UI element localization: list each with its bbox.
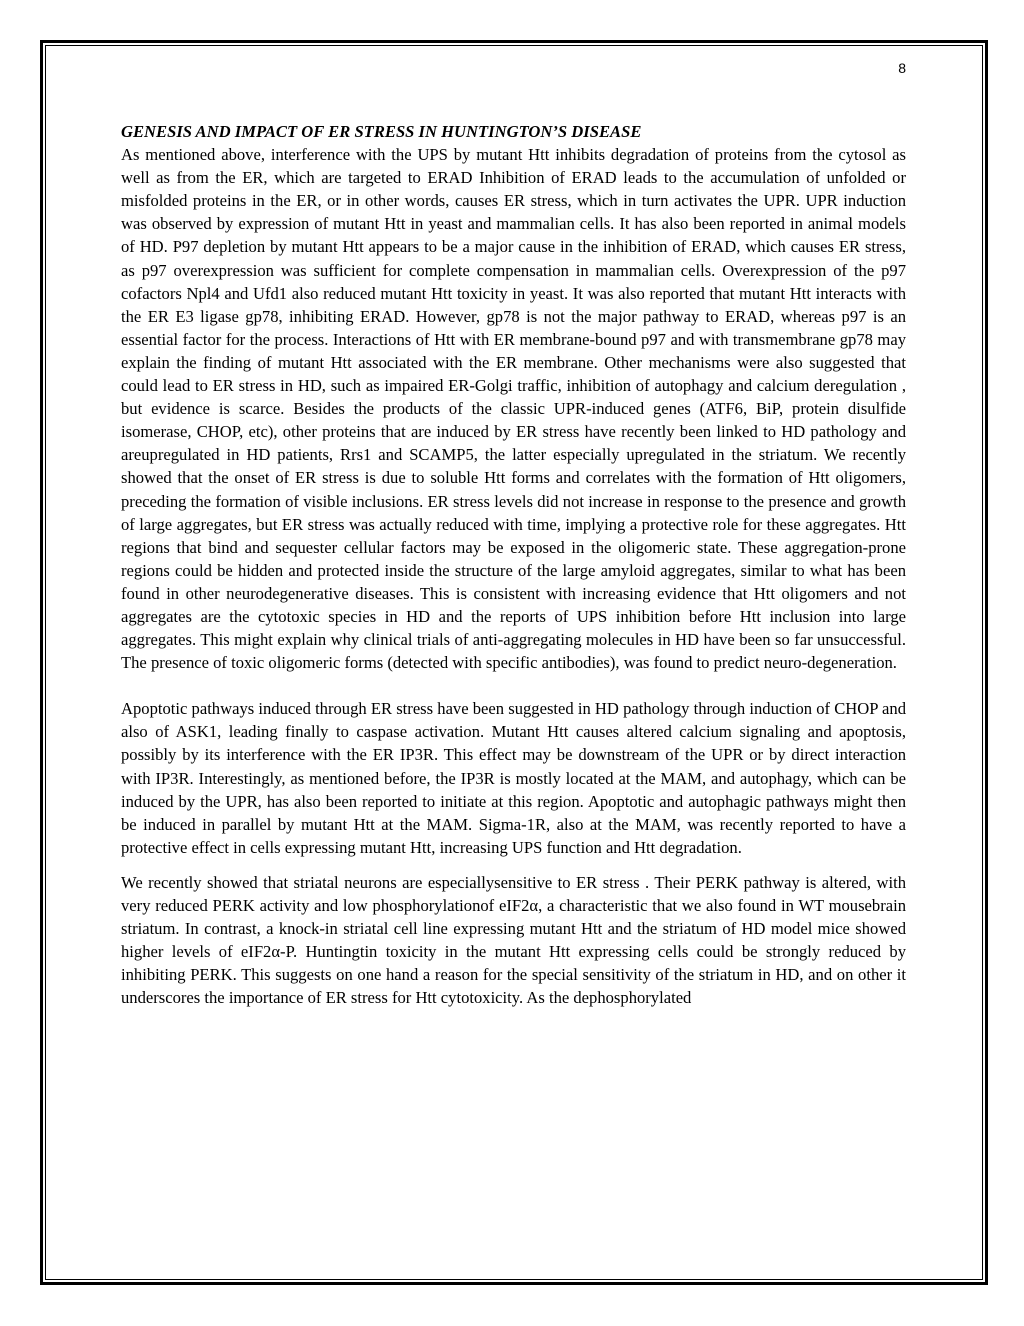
- section-heading: GENESIS AND IMPACT OF ER STRESS IN HUNTINGTON’S DISEASE: [121, 122, 642, 141]
- page-number: 8: [898, 60, 906, 76]
- paragraph-3: We recently showed that striatal neurons are especiallysensitive to ER stress . Their PERK pathway is altered, with very reduced PERK activity and low phosphorylationof eIF2α, a characteristic that we also found in WT mousebrain striatum. In contrast, a knock-in striatal cell line expressing mutant Htt and the striatum of HD model mice showed higher levels of eIF2α-P. Huntingtin toxicity in the mutant Htt expressing cells could be strongly reduced by inhibiting PERK. This suggests on one hand a reason for the special sensitivity of the striatum in HD, and on other it underscores the importance of ER stress for Htt cytotoxicity. As the dephosphorylated: [121, 872, 906, 1008]
- paragraph-1: As mentioned above, interference with the UPS by mutant Htt inhibits degradation of proteins from the cytosol as well as from the ER, which are targeted to ERAD Inhibition of ERAD leads to the accumulation of unfolded or misfolded proteins in the ER, or in other words, causes ER stress, which in turn activates the UPR. UPR induction was observed by expression of mutant Htt in yeast and mammalian cells. It has also been reported in animal models of HD. P97 depletion by mutant Htt appears to be a major cause in the inhibition of ERAD, which causes ER stress, as p97 overexpression was sufficient for complete compensation in mammalian cells. Overexpression of the p97 cofactors Npl4 and Ufd1 also reduced mutant Htt toxicity in yeast. It was also reported that mutant Htt interacts with the ER E3 ligase gp78, inhibiting ERAD. However, gp78 is not the major pathway to ERAD, whereas p97 is an essential factor for the process. Interactions of Htt with ER membrane-bound p97 and with transmembrane gp78 may explain the finding of mutant Htt associated with the ER membrane. Other mechanisms were also suggested that could lead to ER stress in HD, such as impaired ER-Golgi traffic, inhibition of autophagy and calcium deregulation , but evidence is scarce. Besides the products of the classic UPR-induced genes (ATF6, BiP, protein disulfide isomerase, CHOP, etc), other proteins that are induced by ER stress have recently been linked to HD pathology and areupregulated in HD patients, Rrs1 and SCAMP5, the latter especially upregulated in the striatum. We recently showed that the onset of ER stress is due to soluble Htt forms and correlates with the formation of Htt oligomers, preceding the formation of visible inclusions. ER stress levels did not increase in response to the presence and growth of large aggregates, but ER stress was actually reduced with time, implying a protective role for these aggregates. Htt regions that bind and sequester cellular factors may be exposed in the oligomeric state. These aggregation-prone regions could be hidden and protected inside the structure of the large amyloid aggregates, similar to what has been found in other neurodegenerative diseases. This is consistent with increasing evidence that Htt oligomers and not aggregates are the cytotoxic species in HD and the reports of UPS inhibition before Htt inclusion into large aggregates. This might explain why clinical trials of anti-aggregating molecules in HD have been so far unsuccessful. The presence of toxic oligomeric forms (detected with specific antibodies), was found to predict neuro-degeneration.: [121, 145, 906, 673]
- paragraph-2: Apoptotic pathways induced through ER stress have been suggested in HD pathology through induction of CHOP and also of ASK1, leading finally to caspase activation. Mutant Htt causes altered calcium signaling and apoptosis, possibly by its interference with the ER IP3R. This effect may be downstream of the UPR or by direct interaction with IP3R. Interestingly, as mentioned before, the IP3R is mostly located at the MAM, and autophagy, which can be induced by the UPR, has also been reported to initiate at this region. Apoptotic and autophagic pathways might then be induced in parallel by mutant Htt at the MAM. Sigma-1R, also at the MAM, was recently reported to have a protective effect in cells expressing mutant Htt, increasing UPS function and Htt degradation.: [121, 699, 906, 857]
- document-body: [121, 120, 906, 1009]
